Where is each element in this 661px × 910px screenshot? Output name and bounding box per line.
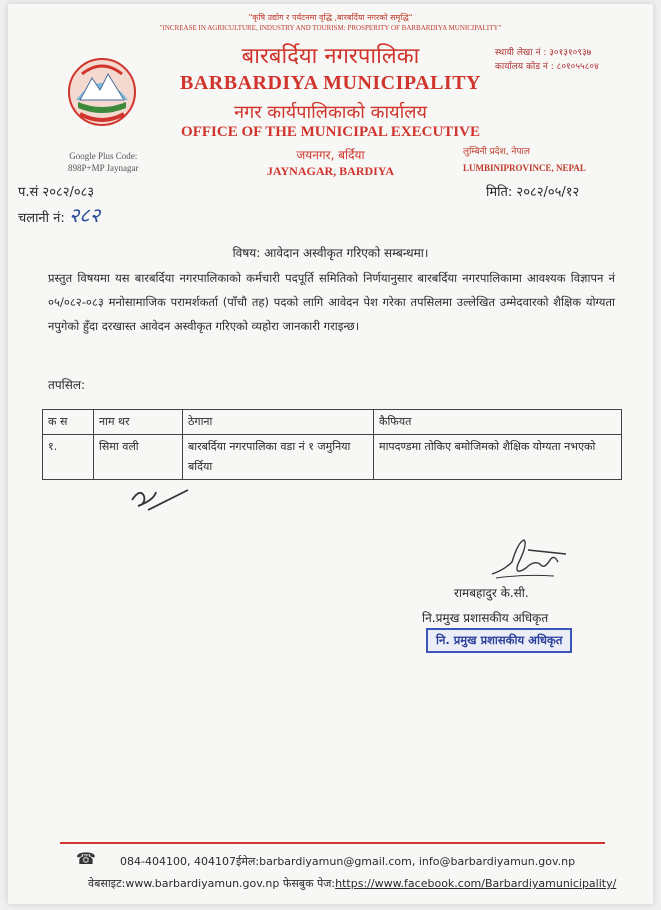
place-english: JAYNAGAR, BARDIYA <box>266 164 395 178</box>
office-name-english: OFFICE OF THE MUNICIPAL EXECUTIVE <box>181 124 480 140</box>
footer-web <box>88 876 616 891</box>
footer-contact: 084-404100, 404107ईमेल:barbardiyamun@gmail.com, info@barbardiyamun.gov.np <box>120 855 576 868</box>
applicant-table <box>42 409 622 480</box>
place-nepali: जयनगर, बर्दिया <box>296 148 365 162</box>
dispatch-number-value: २८२ <box>68 203 101 227</box>
details-label: तपसिल: <box>48 378 86 392</box>
column-header: नाम थर <box>94 410 183 435</box>
letter-body: प्रस्तुत विषयमा यस बारबर्दिया नगरपालिकाको कर्मचारी पदपूर्ति समितिको निर्णयानुसार बारबर्दिया नगरपालिकामा आवश्यक विज्ञापन नं ०५/०८२-०८३ मनोसामाजिक परामर्शकर्ता (पाँचौ तह) पदको लागि आवेदन पेश गरेका तपसिलमा उल्लेखित उम्मेदवारको शैक्षिक योग्यता नपुगेको हुँदा दरखास्त आवेदन अस्वीकृत गरिएको व्यहोरा जानकारी गराइन्छ। <box>48 271 615 333</box>
dispatch-number <box>18 204 100 230</box>
province-block <box>463 144 586 177</box>
province-english: LUMBINIPROVINCE, NEPAL <box>463 163 586 173</box>
google-plus-code-value: 898P+MP Jaynagar <box>68 163 139 173</box>
handwritten-signature <box>484 534 574 588</box>
table-cell: सिमा वली <box>94 435 183 480</box>
reference-block <box>18 182 100 230</box>
initial-scribble <box>126 482 196 518</box>
account-number: स्थायी लेखा नं : ३०१३१०९३७ <box>495 48 592 58</box>
municipality-name-english: BARBARDIYA MUNICIPALITY <box>180 72 481 94</box>
official-stamp: नि. प्रमुख प्रशासकीय अधिकृत <box>426 628 572 653</box>
dispatch-number-label: चलानी नं: <box>18 211 65 226</box>
slogan-english: "INCREASE IN AGRICULTURE, INDUSTRY AND TOURISM: PROSPERITY OF BARBARDIYA MUNICIPALITY" <box>159 24 502 32</box>
table-cell: बारबर्दिया नगरपालिका वडा नं १ जमुनिया बर्दिया <box>183 435 374 480</box>
website-text: वेबसाइट:www.barbardiyamun.gov.np फेसबुक पेज: <box>88 877 336 890</box>
office-name-nepali: नगर कार्यपालिकाको कार्यालय <box>234 102 427 123</box>
facebook-link[interactable]: https://www.facebook.com/Barbardiyamunicipality/ <box>335 877 617 890</box>
signatory-name: रामबहादुर के.सी. <box>454 586 529 600</box>
table-cell: १. <box>43 435 94 480</box>
municipality-name-nepali: बारबर्दिया नगरपालिका <box>241 44 420 69</box>
slogan-nepali: "कृषि उद्योग र पर्यटनमा वृद्धि ,बारबर्दिया नगरको समृद्धि" <box>248 13 413 22</box>
google-plus-code <box>68 150 139 174</box>
column-header: ठेगाना <box>183 410 374 435</box>
table-header-row <box>43 410 622 435</box>
column-header: क स <box>43 410 94 435</box>
footer-divider <box>60 842 605 844</box>
table-row <box>43 435 622 480</box>
office-code: कार्यालय कोड नं : ८०१०५५८०४ <box>495 62 599 72</box>
letter-page <box>8 4 653 904</box>
google-plus-code-label: Google Plus Code: <box>69 151 138 161</box>
province-nepali: लुम्बिनी प्रदेश, नेपाल <box>463 147 530 157</box>
telephone-icon: ☎ <box>76 849 96 868</box>
signatory-title: नि.प्रमुख प्रशासकीय अधिकृत <box>422 611 549 625</box>
letter-subject: विषय: आवेदान अस्वीकृत गरिएको सम्बन्धमा। <box>232 246 429 260</box>
letter-date: मिति: २०८२/०५/१२ <box>486 185 580 200</box>
office-identifiers <box>495 46 599 74</box>
letter-number: प.सं २०८२/०८३ <box>18 185 95 200</box>
column-header: कैफियत <box>374 410 622 435</box>
table-cell: मापदण्डमा तोकिए बमोजिमको शैक्षिक योग्यता नभएको <box>374 435 622 480</box>
